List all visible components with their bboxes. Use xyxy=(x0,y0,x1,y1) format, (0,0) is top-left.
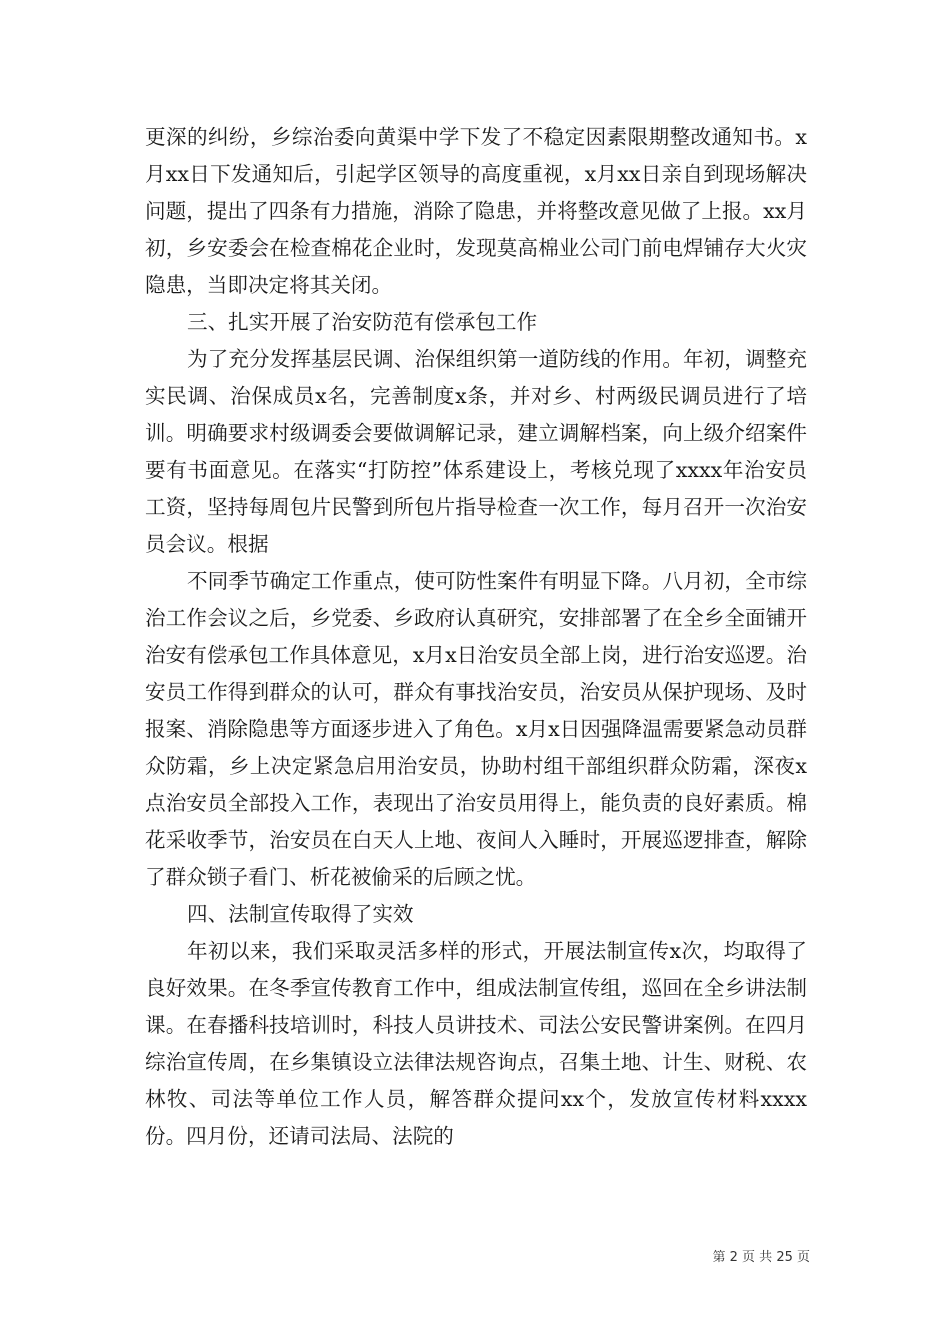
paragraph-body: 不同季节确定工作重点，使可防性案件有明显下降。八月初，全市综治工作会议之后，乡党委、乡政府认真研究，安排部署了在全乡全面铺开治安有偿承包工作具体意见，x月x日治安员全部上岗，进行治安巡逻。治安员工作得到群众的认可，群众有事找治安员，治安员从保护现场、及时报案、消除隐患等方面逐步进入了角色。x月x日因强降温需要紧急动员群众防霜，乡上决定紧急启用治安员，协助村组干部组织群众防霜，深夜x点治安员全部投入工作，表现出了治安员用得上，能负责的良好素质。棉花采收季节，治安员在白天人上地、夜间人入睡时，开展巡逻排查，解除了群众锁子看门、析花被偷采的后顾之忧。 xyxy=(145,569,807,889)
paragraph-body: 为了充分发挥基层民调、治保组织第一道防线的作用。年初，调整充实民调、治保成员x名，完善制度x条，并对乡、村两级民调员进行了培训。明确要求村级调委会要做调解记录，建立调解档案，向上级介绍案件要有书面意见。在落实“打防控”体系建设上，考核兑现了xxxx年治安员工资，坚持每周包片民警到所包片指导检查一次工作，每月召开一次治安员会议。根据 xyxy=(145,347,807,556)
paragraph-continuation: 更深的纠纷，乡综治委向黄渠中学下发了不稳定因素限期整改通知书。x月xx日下发通知后，引起学区领导的高度重视，x月xx日亲自到现场解决问题，提出了四条有力措施，消除了隐患，并将整改意见做了上报。xx月初，乡安委会在检查棉花企业时，发现莫高棉业公司门前电焊铺存大火灾隐患，当即决定将其关闭。 xyxy=(145,125,807,297)
paragraph-body: 年初以来，我们采取灵活多样的形式，开展法制宣传x次，均取得了良好效果。在冬季宣传教育工作中，组成法制宣传组，巡回在全乡讲法制课。在春播科技培训时，科技人员讲技术、司法公安民警讲案例。在四月综治宣传周，在乡集镇设立法律法规咨询点，召集土地、计生、财税、农林牧、司法等单位工作人员，解答群众提问xx个，发放宣传材料xxxx份。四月份，还请司法局、法院的 xyxy=(145,939,807,1148)
page-number-footer: 第 2 页 共 25 页 xyxy=(712,1250,810,1265)
section-heading-three: 三、扎实开展了治安防范有偿承包工作 xyxy=(187,310,538,334)
document-body xyxy=(145,119,807,1155)
section-heading-four: 四、法制宣传取得了实效 xyxy=(187,902,414,926)
